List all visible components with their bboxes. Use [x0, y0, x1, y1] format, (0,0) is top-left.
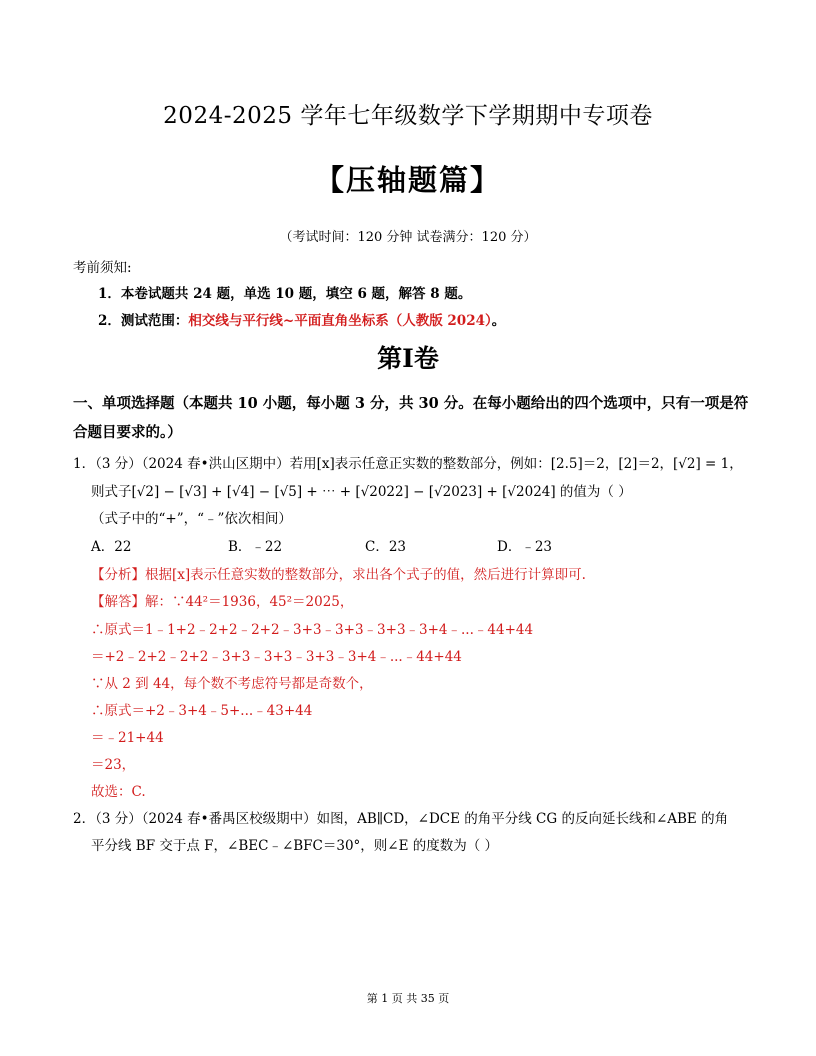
q1-step-7: 故选：C. — [91, 784, 146, 800]
q1-step-1: ∴原式＝1﹣1+2﹣2+2﹣2+2﹣3+3﹣3+3﹣3+3﹣3+4﹣...﹣44+44 — [91, 622, 534, 638]
q1-step-4: ∴原式＝+2﹣3+4﹣5+...﹣43+44 — [91, 703, 313, 719]
notes-item-2-scope: 相交线与平行线~平面直角坐标系（人教版 2024） — [188, 313, 492, 329]
q1-option-a: A．22 — [91, 539, 132, 555]
page-footer: 第 1 页 共 35 页 — [366, 992, 450, 1005]
q1-option-c: C．23 — [365, 539, 407, 555]
section-heading-line2: 合题目要求的。） — [73, 424, 182, 441]
notes-item-1: 1．本卷试题共 24 题，单选 10 题，填空 6 题，解答 8 题。 — [98, 286, 472, 302]
page-subtitle: 【压轴题篇】 — [314, 163, 501, 197]
exam-info: （考试时间：120 分钟 试卷满分：120 分） — [279, 230, 537, 245]
q2-stem-line1: 2．（3 分）（2024 春•番禺区校级期中）如图，AB∥CD，∠DCE 的角平分线 CG 的反向延长线和∠ABE 的角 — [73, 811, 729, 827]
notes-heading: 考前须知: — [73, 260, 132, 276]
q1-stem-line1: 1．（3 分）（2024 春•洪山区期中）若用[x]表示任意正实数的整数部分，例如：[2.5]＝2，[2]＝2，[√2] = 1， — [73, 456, 743, 472]
notes-item-2-label: 2．测试范围： — [98, 313, 189, 329]
q1-option-d: D．﹣23 — [497, 539, 553, 555]
page-title: 2024-2025 学年七年级数学下学期期中专项卷 — [163, 103, 653, 129]
q2-stem-line2: 平分线 BF 交于点 F，∠BEC﹣∠BFC＝30°，则∠E 的度数为（ ） — [91, 838, 499, 854]
q1-answer-head: 【解答】解：∵44²＝1936，45²＝2025， — [91, 594, 354, 610]
notes-item-2 — [98, 309, 505, 329]
section-heading-line1: 一、单项选择题（本题共 10 小题，每小题 3 分，共 30 分。在每小题给出的四个选项中，只有一项是符 — [73, 395, 749, 412]
q1-stem-line2: 则式子[√2] − [√3] + [√4] − [√5] + ⋯ + [√2022] − [√2023] + [√2024] 的值为（ ） — [91, 484, 632, 500]
q1-step-6: ＝23， — [91, 757, 136, 773]
q1-analysis: 【分析】根据[x]表示任意实数的整数部分，求出各个式子的值，然后进行计算即可. — [91, 567, 586, 583]
q1-step-5: ＝﹣21+44 — [91, 730, 164, 746]
volume-title: 第Ⅰ卷 — [377, 344, 439, 373]
notes-item-2-end: 。 — [491, 313, 506, 329]
q1-stem-line3: （式子中的“+”，“﹣”依次相间） — [91, 511, 292, 527]
q1-option-b: B．﹣22 — [228, 539, 283, 555]
q1-step-2: ＝+2﹣2+2﹣2+2﹣3+3﹣3+3﹣3+3﹣3+4﹣...﹣44+44 — [91, 649, 462, 665]
q1-step-3: ∵从 2 到 44，每个数不考虑符号都是奇数个， — [91, 676, 373, 692]
